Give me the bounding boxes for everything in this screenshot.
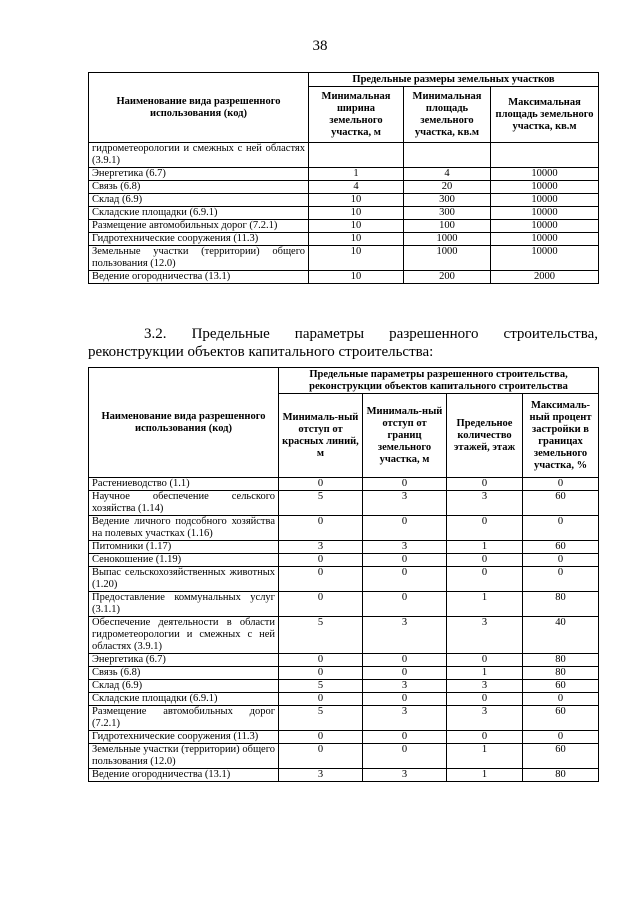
row-value: 10 [309, 194, 404, 207]
table-row [89, 554, 599, 567]
row-value: 0 [523, 554, 599, 567]
row-value: 0 [279, 516, 363, 541]
table-row [89, 541, 599, 554]
land-plot-size-table [88, 72, 599, 284]
table-row [89, 207, 599, 220]
row-value: 1000 [404, 246, 491, 271]
row-value: 80 [523, 769, 599, 782]
construction-parameters-table [88, 367, 599, 782]
table-row [89, 168, 599, 181]
row-name: Выпас сельскохозяйственных животных (1.20) [89, 567, 279, 592]
row-value: 0 [363, 516, 447, 541]
row-value: 80 [523, 654, 599, 667]
row-value: 10000 [491, 168, 599, 181]
row-value: 1 [309, 168, 404, 181]
row-value: 1 [447, 769, 523, 782]
row-value: 80 [523, 592, 599, 617]
row-value: 2000 [491, 271, 599, 284]
row-value: 3 [447, 680, 523, 693]
row-value: 60 [523, 744, 599, 769]
row-value: 40 [523, 617, 599, 654]
row-value: 60 [523, 541, 599, 554]
row-value: 3 [279, 769, 363, 782]
row-value: 1 [447, 541, 523, 554]
row-name: Размещение автомобильных дорог (7.2.1) [89, 706, 279, 731]
row-value: 0 [447, 693, 523, 706]
row-value: 0 [447, 567, 523, 592]
row-value: 3 [447, 706, 523, 731]
row-value: 10000 [491, 220, 599, 233]
row-name: Ведение личного подсобного хозяйства на полевых участках (1.16) [89, 516, 279, 541]
row-value: 0 [363, 554, 447, 567]
row-name: Ведение огородничества (13.1) [89, 271, 309, 284]
row-value: 3 [363, 706, 447, 731]
row-value: 0 [363, 592, 447, 617]
row-name: Земельные участки (территории) общего пользования (12.0) [89, 246, 309, 271]
column-header: Максималь-ный процент застройки в границах земельного участка, % [523, 394, 599, 478]
column-header: Минималь-ный отступ от границ земельного участка, м [363, 394, 447, 478]
row-value: 10000 [491, 233, 599, 246]
row-value: 4 [404, 168, 491, 181]
row-value: 10 [309, 233, 404, 246]
row-value: 1000 [404, 233, 491, 246]
section-word: Предельные [191, 326, 270, 342]
row-value [309, 143, 404, 168]
row-value: 0 [279, 744, 363, 769]
row-value: 5 [279, 491, 363, 516]
row-name: Энергетика (6.7) [89, 168, 309, 181]
row-value: 3 [363, 491, 447, 516]
column-header: Минимальная площадь земельного участка, кв.м [404, 87, 491, 143]
table-row [89, 654, 599, 667]
row-value: 0 [279, 592, 363, 617]
row-value: 0 [279, 567, 363, 592]
row-value: 3 [447, 617, 523, 654]
row-name: Связь (6.8) [89, 667, 279, 680]
row-value: 10000 [491, 246, 599, 271]
section-word: параметры [294, 326, 365, 342]
row-value: 0 [279, 478, 363, 491]
row-value: 60 [523, 491, 599, 516]
row-value: 0 [279, 654, 363, 667]
row-value: 0 [279, 554, 363, 567]
row-value: 5 [279, 617, 363, 654]
column-header: Минимальная ширина земельного участка, м [309, 87, 404, 143]
row-name: Ведение огородничества (13.1) [89, 769, 279, 782]
table-row [89, 567, 599, 592]
table-row [89, 478, 599, 491]
column-header: Предельное количество этажей, этаж [447, 394, 523, 478]
row-value: 3 [363, 617, 447, 654]
column-header: Максимальная площадь земельного участка, кв.м [491, 87, 599, 143]
row-value: 80 [523, 667, 599, 680]
row-value: 0 [447, 554, 523, 567]
row-value: 0 [279, 731, 363, 744]
row-name: Предоставление коммунальных услуг (3.1.1) [89, 592, 279, 617]
row-value: 10 [309, 246, 404, 271]
row-name: Сенокошение (1.19) [89, 554, 279, 567]
row-value: 0 [523, 693, 599, 706]
section-number: 3.2. [144, 326, 167, 342]
row-value: 0 [523, 516, 599, 541]
row-value: 3 [279, 541, 363, 554]
row-value: 4 [309, 181, 404, 194]
row-name: Складские площадки (6.9.1) [89, 207, 309, 220]
table-row [89, 680, 599, 693]
row-value: 60 [523, 680, 599, 693]
row-value: 3 [363, 541, 447, 554]
row-value: 0 [363, 567, 447, 592]
table-row [89, 744, 599, 769]
table-row [89, 617, 599, 654]
row-name: Растениеводство (1.1) [89, 478, 279, 491]
row-value: 200 [404, 271, 491, 284]
table-row [89, 516, 599, 541]
table-row [89, 246, 599, 271]
row-name: Гидротехнические сооружения (11.3) [89, 731, 279, 744]
row-value: 5 [279, 680, 363, 693]
row-value [491, 143, 599, 168]
row-name: гидрометеорологии и смежных с ней областях (3.9.1) [89, 143, 309, 168]
row-value: 1 [447, 592, 523, 617]
table-row [89, 769, 599, 782]
row-value: 10 [309, 271, 404, 284]
row-value: 1 [447, 744, 523, 769]
row-value: 300 [404, 207, 491, 220]
row-value: 10000 [491, 181, 599, 194]
row-value: 0 [363, 744, 447, 769]
row-name: Питомники (1.17) [89, 541, 279, 554]
table-row [89, 181, 599, 194]
row-value: 10000 [491, 194, 599, 207]
row-value: 3 [447, 491, 523, 516]
table-row [89, 233, 599, 246]
table-row [89, 220, 599, 233]
row-name: Научное обеспечение сельского хозяйства (1.14) [89, 491, 279, 516]
row-value: 300 [404, 194, 491, 207]
row-value: 3 [363, 769, 447, 782]
row-value: 100 [404, 220, 491, 233]
row-value: 10 [309, 220, 404, 233]
row-name: Склад (6.9) [89, 194, 309, 207]
table-row [89, 706, 599, 731]
section-heading-line2: реконструкции объектов капитального строительства: [88, 344, 434, 360]
row-value: 0 [447, 478, 523, 491]
section-word: разрешенного [389, 326, 479, 342]
row-value: 0 [363, 693, 447, 706]
row-name: Земельные участки (территории) общего пользования (12.0) [89, 744, 279, 769]
table-row [89, 731, 599, 744]
group-header: Предельные параметры разрешенного строительства, реконструкции объектов капитального строительства [279, 368, 599, 394]
row-name: Обеспечение деятельности в области гидрометеорологии и смежных с ней областях (3.9.1) [89, 617, 279, 654]
row-value: 0 [523, 478, 599, 491]
row-value: 0 [279, 667, 363, 680]
column-header: Минималь-ный отступ от красных линий, м [279, 394, 363, 478]
name-column-header: Наименование вида разрешенного использования (код) [89, 73, 309, 143]
table-row [89, 592, 599, 617]
row-value: 0 [279, 693, 363, 706]
table-row [89, 271, 599, 284]
row-value: 60 [523, 706, 599, 731]
row-name: Складские площадки (6.9.1) [89, 693, 279, 706]
row-name: Гидротехнические сооружения (11.3) [89, 233, 309, 246]
row-value [404, 143, 491, 168]
row-value: 0 [363, 731, 447, 744]
row-value: 10000 [491, 207, 599, 220]
row-value: 3 [363, 680, 447, 693]
row-value: 0 [363, 478, 447, 491]
row-value: 0 [447, 731, 523, 744]
table-row [89, 194, 599, 207]
table-row [89, 667, 599, 680]
row-value: 0 [447, 654, 523, 667]
page-number: 38 [312, 38, 328, 54]
row-value: 10 [309, 207, 404, 220]
row-name: Связь (6.8) [89, 181, 309, 194]
table-row [89, 491, 599, 516]
row-value: 0 [363, 667, 447, 680]
row-value: 0 [523, 731, 599, 744]
row-value: 0 [363, 654, 447, 667]
table-row [89, 143, 599, 168]
row-name: Склад (6.9) [89, 680, 279, 693]
row-name: Энергетика (6.7) [89, 654, 279, 667]
name-column-header: Наименование вида разрешенного использования (код) [89, 368, 279, 478]
table-row [89, 693, 599, 706]
row-value: 0 [523, 567, 599, 592]
section-word: строительства, [503, 326, 598, 342]
row-value: 0 [447, 516, 523, 541]
row-name: Размещение автомобильных дорог (7.2.1) [89, 220, 309, 233]
row-value: 1 [447, 667, 523, 680]
group-header: Предельные размеры земельных участков [309, 73, 599, 87]
row-value: 20 [404, 181, 491, 194]
row-value: 5 [279, 706, 363, 731]
section-heading [88, 325, 598, 361]
